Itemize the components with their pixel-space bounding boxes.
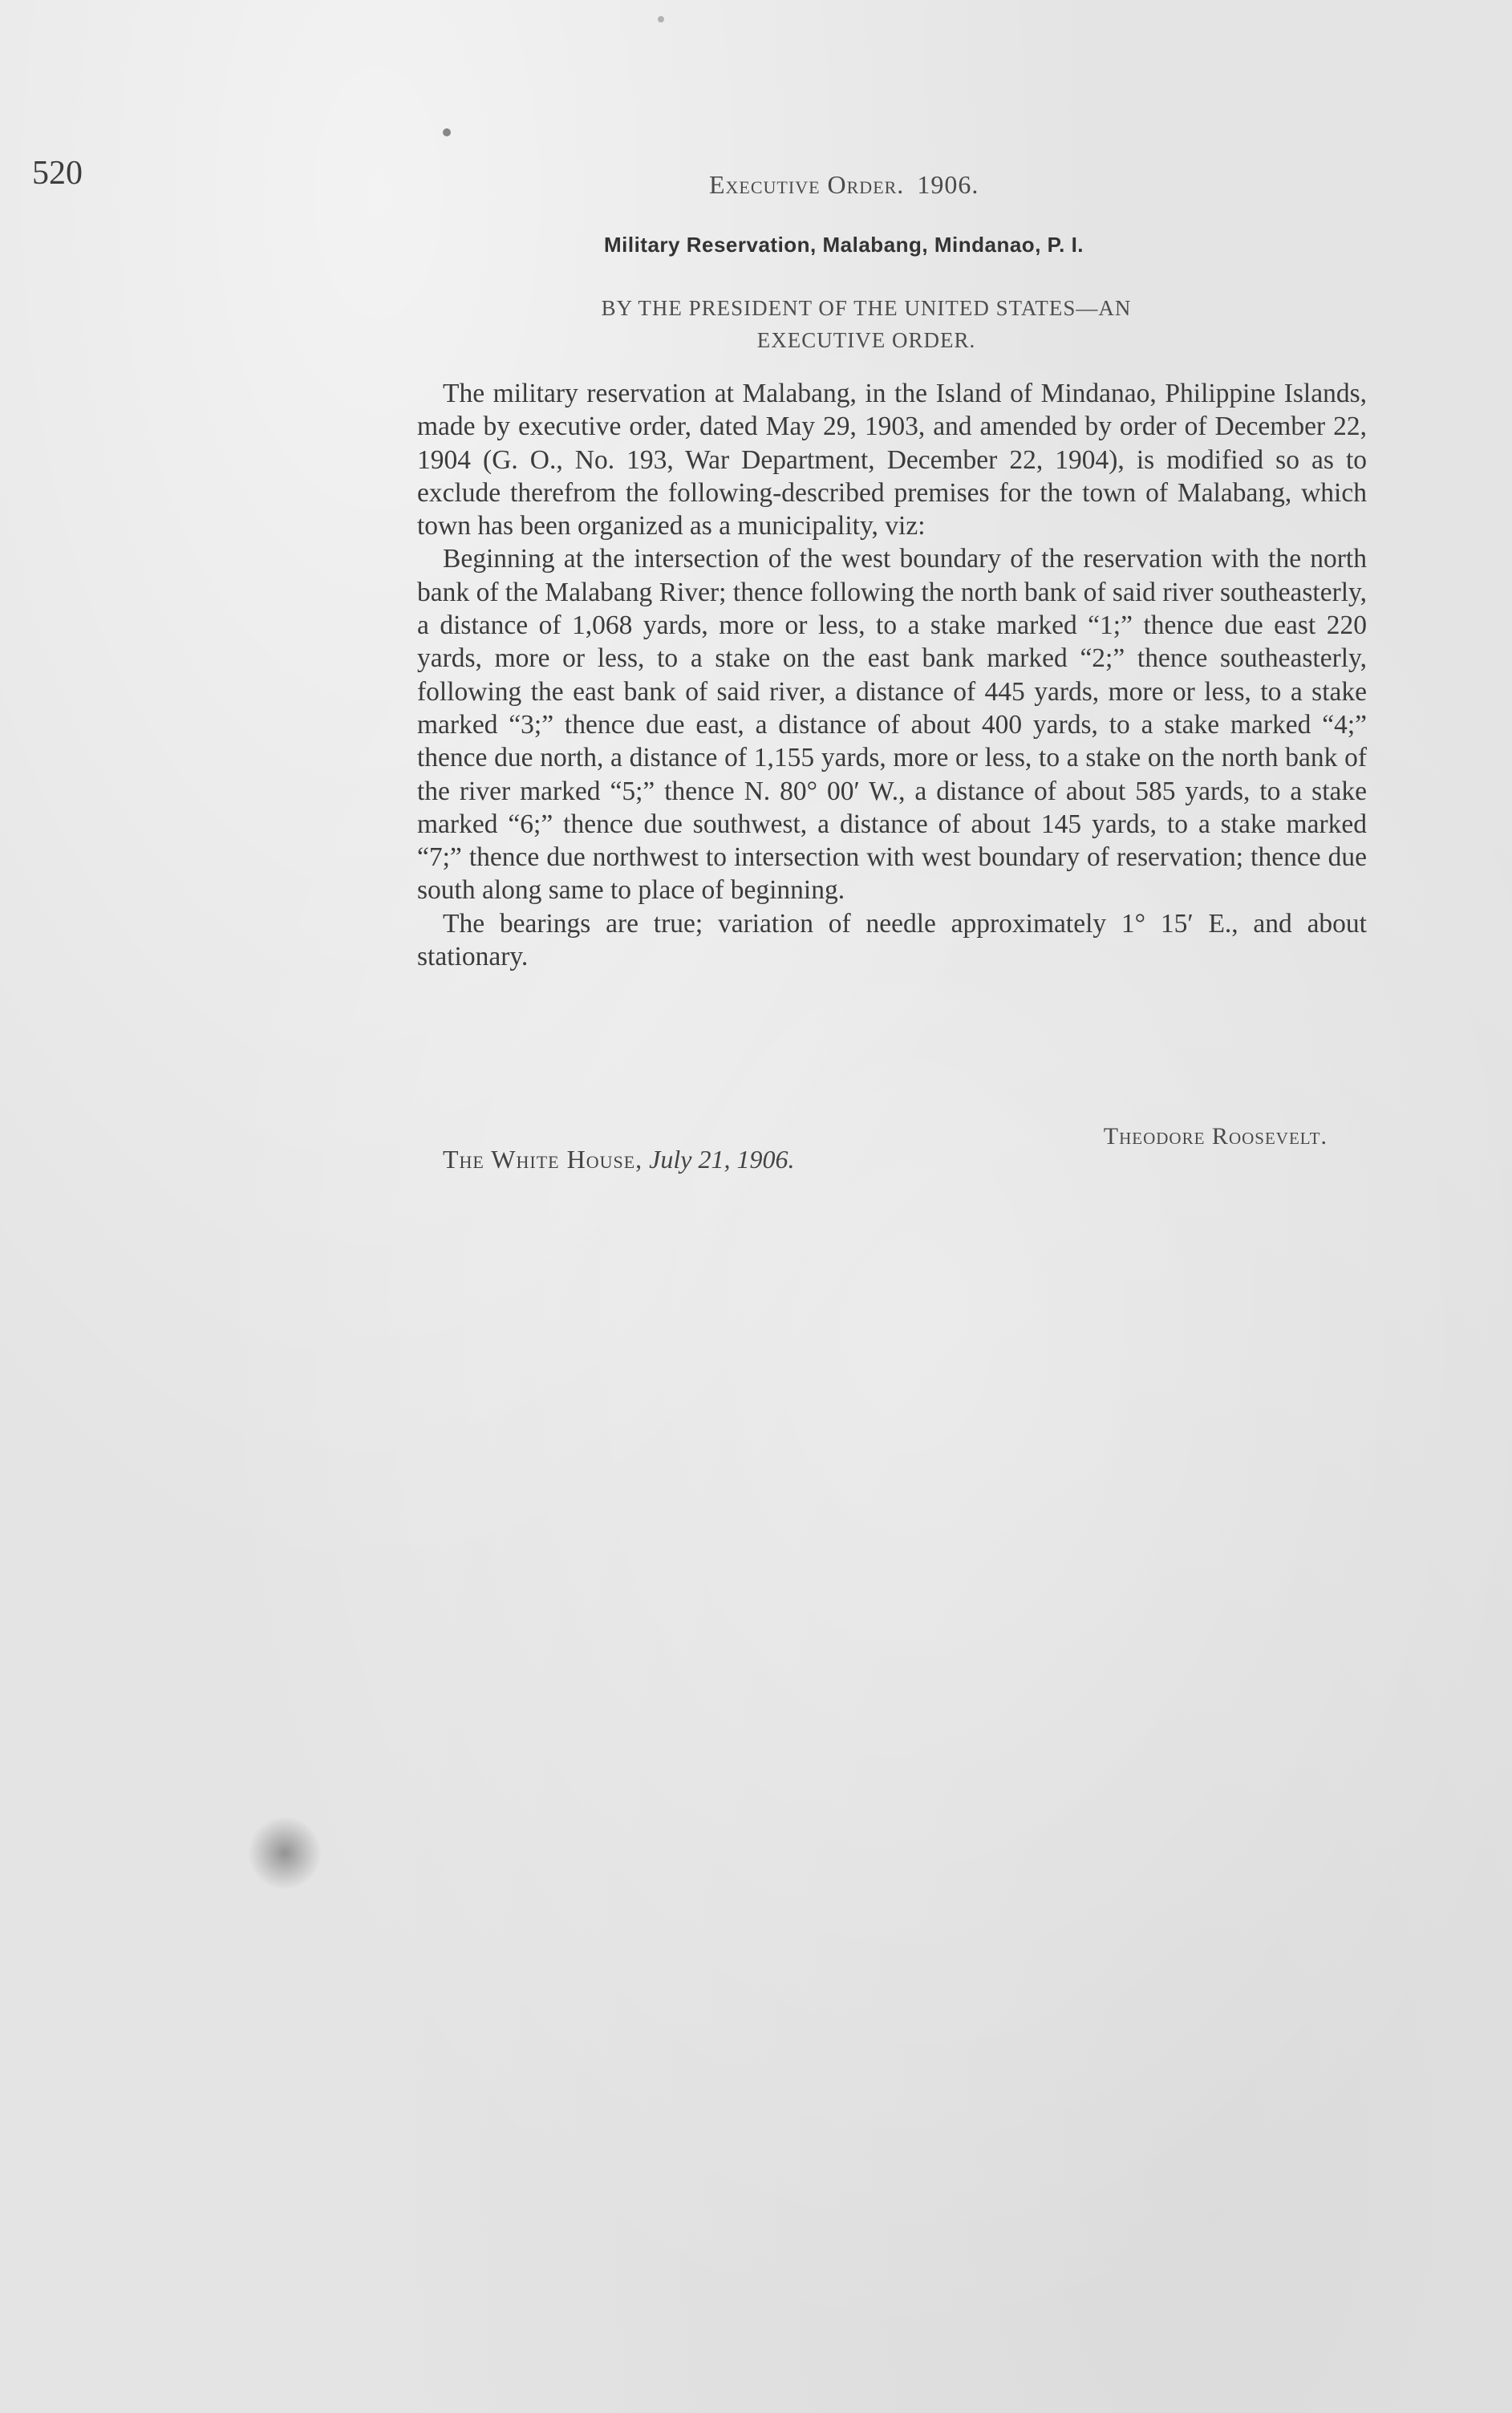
proclamation-heading	[449, 292, 1283, 356]
ink-speck	[443, 128, 451, 136]
paragraph-modification: The military reservation at Malabang, in the Island of Mindanao, Philippine Islands, made by executive order, dated May 29, 1903, and amended by order of December 22, 1904 (G. O., No. 193, War Department, December 22, 1904), is modified so as to exclude therefrom the following-described premises for the town of Malabang, which town has been organized as a municipality, viz:	[417, 379, 1367, 541]
paragraph-bearings-note: The bearings are true; variation of needle approximately 1° 15′ E., and about stationary.	[417, 908, 1367, 972]
ink-speck	[658, 16, 664, 22]
running-title: Executive Order.	[709, 170, 905, 199]
running-year: 1906.	[917, 170, 979, 199]
subject-heading: Military Reservation, Malabang, Mindanao, P. I.	[603, 233, 1084, 257]
signature: Theodore Roosevelt.	[1103, 1123, 1328, 1150]
dateline	[443, 1145, 794, 1174]
dateline-date: July 21, 1906.	[649, 1145, 795, 1174]
proclamation-line-1: BY THE PRESIDENT OF THE UNITED STATES—AN	[601, 296, 1132, 320]
ink-blot	[249, 1817, 321, 1889]
running-head	[709, 170, 979, 200]
dateline-place: The White House,	[443, 1145, 643, 1174]
paragraph-boundary-description: Beginning at the intersection of the west boundary of the reservation with the north bank of the Malabang River; thence following the north bank of said river southeasterly, a distance of 1,068 yards, more or less, to a stake marked “1;” thence due east 220 yards, more or less, to a stake on the east bank marked “2;” thence southeasterly, following the east bank of said river, a distance of 445 yards, more or less, to a stake marked “3;” thence due east, a distance of about 400 yards, to a stake marked “4;” thence due north, a distance of 1,155 yards, more or less, to a stake on the north bank of the river marked “5;” thence N. 80° 00′ W., a distance of about 585 yards, to a stake marked “6;” thence due southwest, a distance of about 145 yards, to a stake marked “7;” thence due northwest to intersection with west boundary of reservation; thence due south along same to place of beginning.	[417, 544, 1367, 906]
page-number: 520	[32, 155, 83, 192]
proclamation-line-2: EXECUTIVE ORDER.	[756, 328, 976, 352]
order-body	[417, 377, 1367, 973]
